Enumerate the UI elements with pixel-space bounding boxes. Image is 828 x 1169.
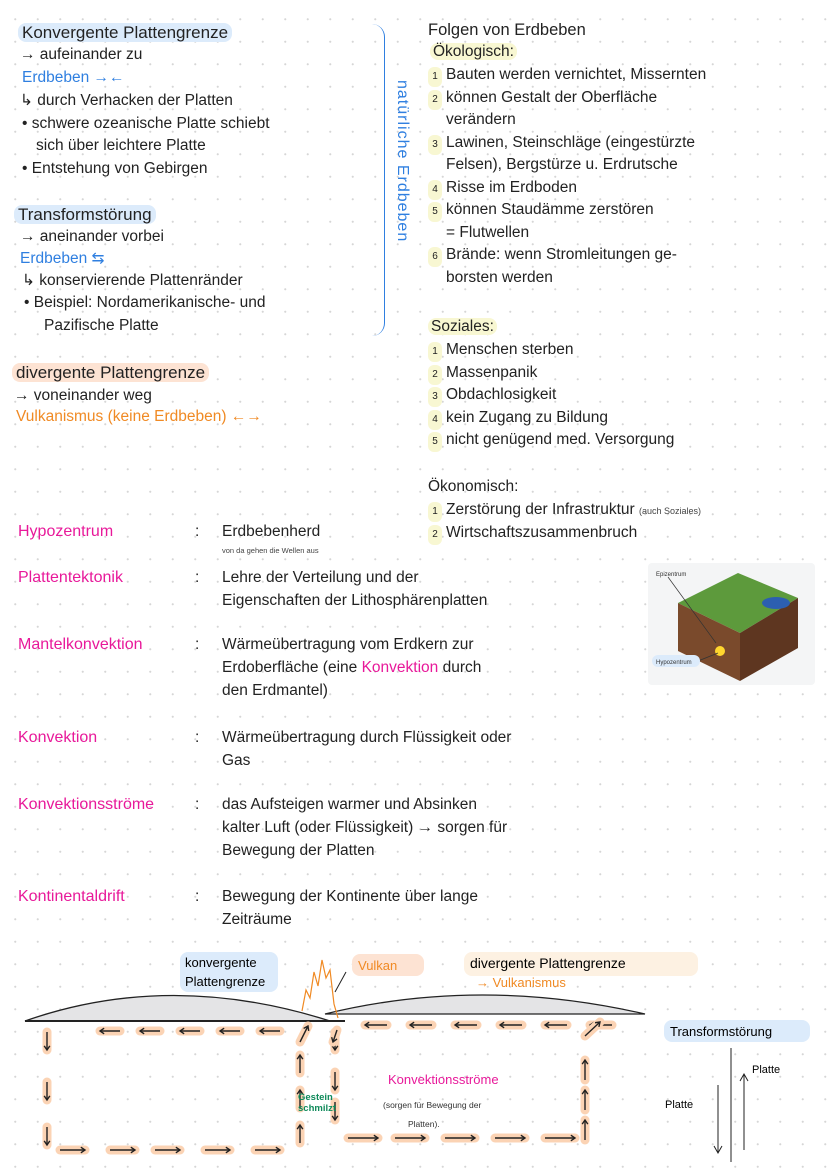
item-text: Brände: wenn Stromleitungen ge- [446,246,677,263]
item-text: Massenpanik [446,363,538,381]
label-platte-right: Platte [752,1064,781,1076]
definition-text: kalter Luft (oder Flüssigkeit) → sorgen für [222,819,508,836]
label-vulkan: Vulkan [358,958,398,973]
colon: : [195,523,200,540]
colon: : [195,569,200,586]
definition-text: den Erdmantel) [222,682,328,699]
list-item [446,268,553,288]
text-line: • schwere ozeanische Platte schiebt [22,115,270,132]
item-number: 3 [428,387,442,407]
item-text: kein Zugang zu Bildung [446,408,609,426]
label-konvergent-2: Plattengrenze [185,974,266,989]
label-gestein-1: Gestein [298,1092,333,1103]
text-line: → voneinander weg [14,387,152,404]
definition-text [222,658,481,678]
list-item [428,340,574,362]
item-number: 4 [428,180,442,200]
item-text: Menschen sterben [446,341,574,358]
item-note: (auch Soziales) [638,506,702,516]
heading-divergente-plattengrenze: divergente Plattengrenze [12,363,209,382]
label-konvergent-1: konvergente [185,955,257,970]
item-number: 2 [428,90,442,110]
text-line: Vulkanismus (keine Erdbeben) ←→ [16,408,262,425]
definition-text: das Aufsteigen warmer und Absinken [222,796,478,813]
definition-text: Erdbebenherd [222,523,321,540]
item-number: 2 [428,525,442,545]
label-transformstoerung: Transformstörung [670,1024,773,1039]
text-line: • Entstehung von Gebirgen [22,160,208,177]
definition-text: Zeiträume [222,911,292,928]
item-text: Bauten werden vernichtet, Missernten [446,66,707,83]
list-item [428,363,537,385]
item-text: Zerstörung der Infrastruktur [446,501,635,518]
definition-text-part: durch [438,659,482,676]
colon: : [195,888,200,905]
definition-term: Konvektionsströme [18,796,155,813]
definition-term: Kontinentaldrift [18,888,125,905]
definition-text: Wärmeübertragung durch Flüssigkeit oder [222,729,512,746]
item-number: 1 [428,342,442,362]
list-item [428,88,657,110]
text-line: ↳ konservierende Plattenränder [22,272,243,289]
item-text: können Gestalt der Oberfläche [446,88,658,106]
heading-transformstoerung: Transformstörung [14,205,156,224]
heading-konvergente-plattengrenze: Konvergente Plattengrenze [18,23,232,42]
item-text: Obdachlosigkeit [446,386,557,403]
definition-text: Wärmeübertragung vom Erdkern zur [222,636,474,653]
brace [372,24,385,336]
item-text: verändern [446,111,516,128]
label-platte-left: Platte [665,1099,694,1111]
heading-folgen: Folgen von Erdbeben [428,21,586,39]
label-vulkanismus: → Vulkanismus [476,975,566,990]
text-line: sich über leichtere Platte [36,137,206,154]
item-number: 1 [428,67,442,87]
item-text: Lawinen, Steinschläge (eingestürzte [446,133,696,151]
label-gestein-2: schmilzt [298,1103,337,1114]
label-epizentrum: Epizentrum [656,572,687,578]
plate-right [325,995,645,1014]
definition-term: Konvektion [18,729,98,746]
item-number: 5 [428,202,442,222]
definition-term: Hypozentrum [18,523,114,540]
label-divergent: divergente Plattengrenze [470,955,626,971]
item-text: nicht genügend med. Versorgung [446,431,675,448]
definition-text: Gas [222,752,251,769]
heading-soziales: Soziales: [428,318,497,335]
item-number: 2 [428,365,442,385]
definition-text-part: Erdoberfläche (eine [222,659,362,676]
item-number: 6 [428,247,442,267]
definition-text: Lehre der Verteilung und der [222,569,419,586]
label-stroeme-note-2: Platten). [408,1119,440,1129]
text-line: • Beispiel: Nordamerikanische- und [24,294,266,311]
definition-term: Mantelkonvektion [18,636,143,653]
list-item [428,178,577,200]
volcano-icon [302,960,338,1018]
item-text: können Staudämme zerstören [446,201,654,218]
list-item [446,223,529,243]
text-line: Erdbeben →← [22,69,125,86]
definition-text: Bewegung der Kontinente über lange [222,888,478,905]
list-item [428,408,608,430]
item-number: 3 [428,135,442,155]
definition-text: Bewegung der Platten [222,842,375,859]
list-item [428,133,695,155]
lake [762,597,790,609]
definition-note: von da gehen die Wellen aus [222,546,319,555]
item-text: borsten werden [446,268,553,286]
list-item [428,385,556,407]
text-line: ↳ durch Verhacken der Platten [20,92,233,109]
item-number: 5 [428,432,442,452]
plate-left [25,996,330,1022]
definition-text: Eigenschaften der Lithosphärenplatten [222,592,488,609]
item-text: Felsen), Bergstürze u. Erdrutsche [446,156,678,173]
earthquake-block-figure [648,563,815,685]
brace-label: natürliche Erdbeben [394,80,411,243]
label-hypozentrum: Hypozentrum [656,660,692,666]
label-konvektionsstroeme: Konvektionsströme [388,1072,499,1087]
heading-oekologisch: Ökologisch: [430,43,517,60]
item-text: Wirtschaftszusammenbruch [446,524,638,541]
colon: : [195,729,200,746]
list-item [428,65,706,87]
convection-arrows [44,1022,612,1153]
list-item [446,155,678,175]
colon: : [195,796,200,813]
list-item [446,110,516,130]
text-line: Erdbeben ⇆ [20,250,105,267]
colon: : [195,636,200,653]
list-item [428,200,654,222]
list-item [428,523,637,545]
list-item [428,430,674,452]
heading-oekonomisch: Ökonomisch: [428,478,519,495]
text-line: → aneinander vorbei [20,228,164,245]
item-text: Risse im Erdboden [446,178,577,196]
text-line: Pazifische Platte [44,317,159,334]
label-stroeme-note-1: (sorgen für Bewegung der [383,1100,482,1110]
definition-term: Plattentektonik [18,569,123,586]
list-item [428,500,701,522]
item-number: 4 [428,410,442,430]
item-text: = Flutwellen [446,223,530,241]
list-item [428,245,677,267]
hypocenter-dot [715,646,725,656]
inline-term: Konvektion [361,659,439,676]
item-number: 1 [428,502,442,522]
text-line: → aufeinander zu [20,46,143,63]
convection-diagram [0,930,828,1169]
